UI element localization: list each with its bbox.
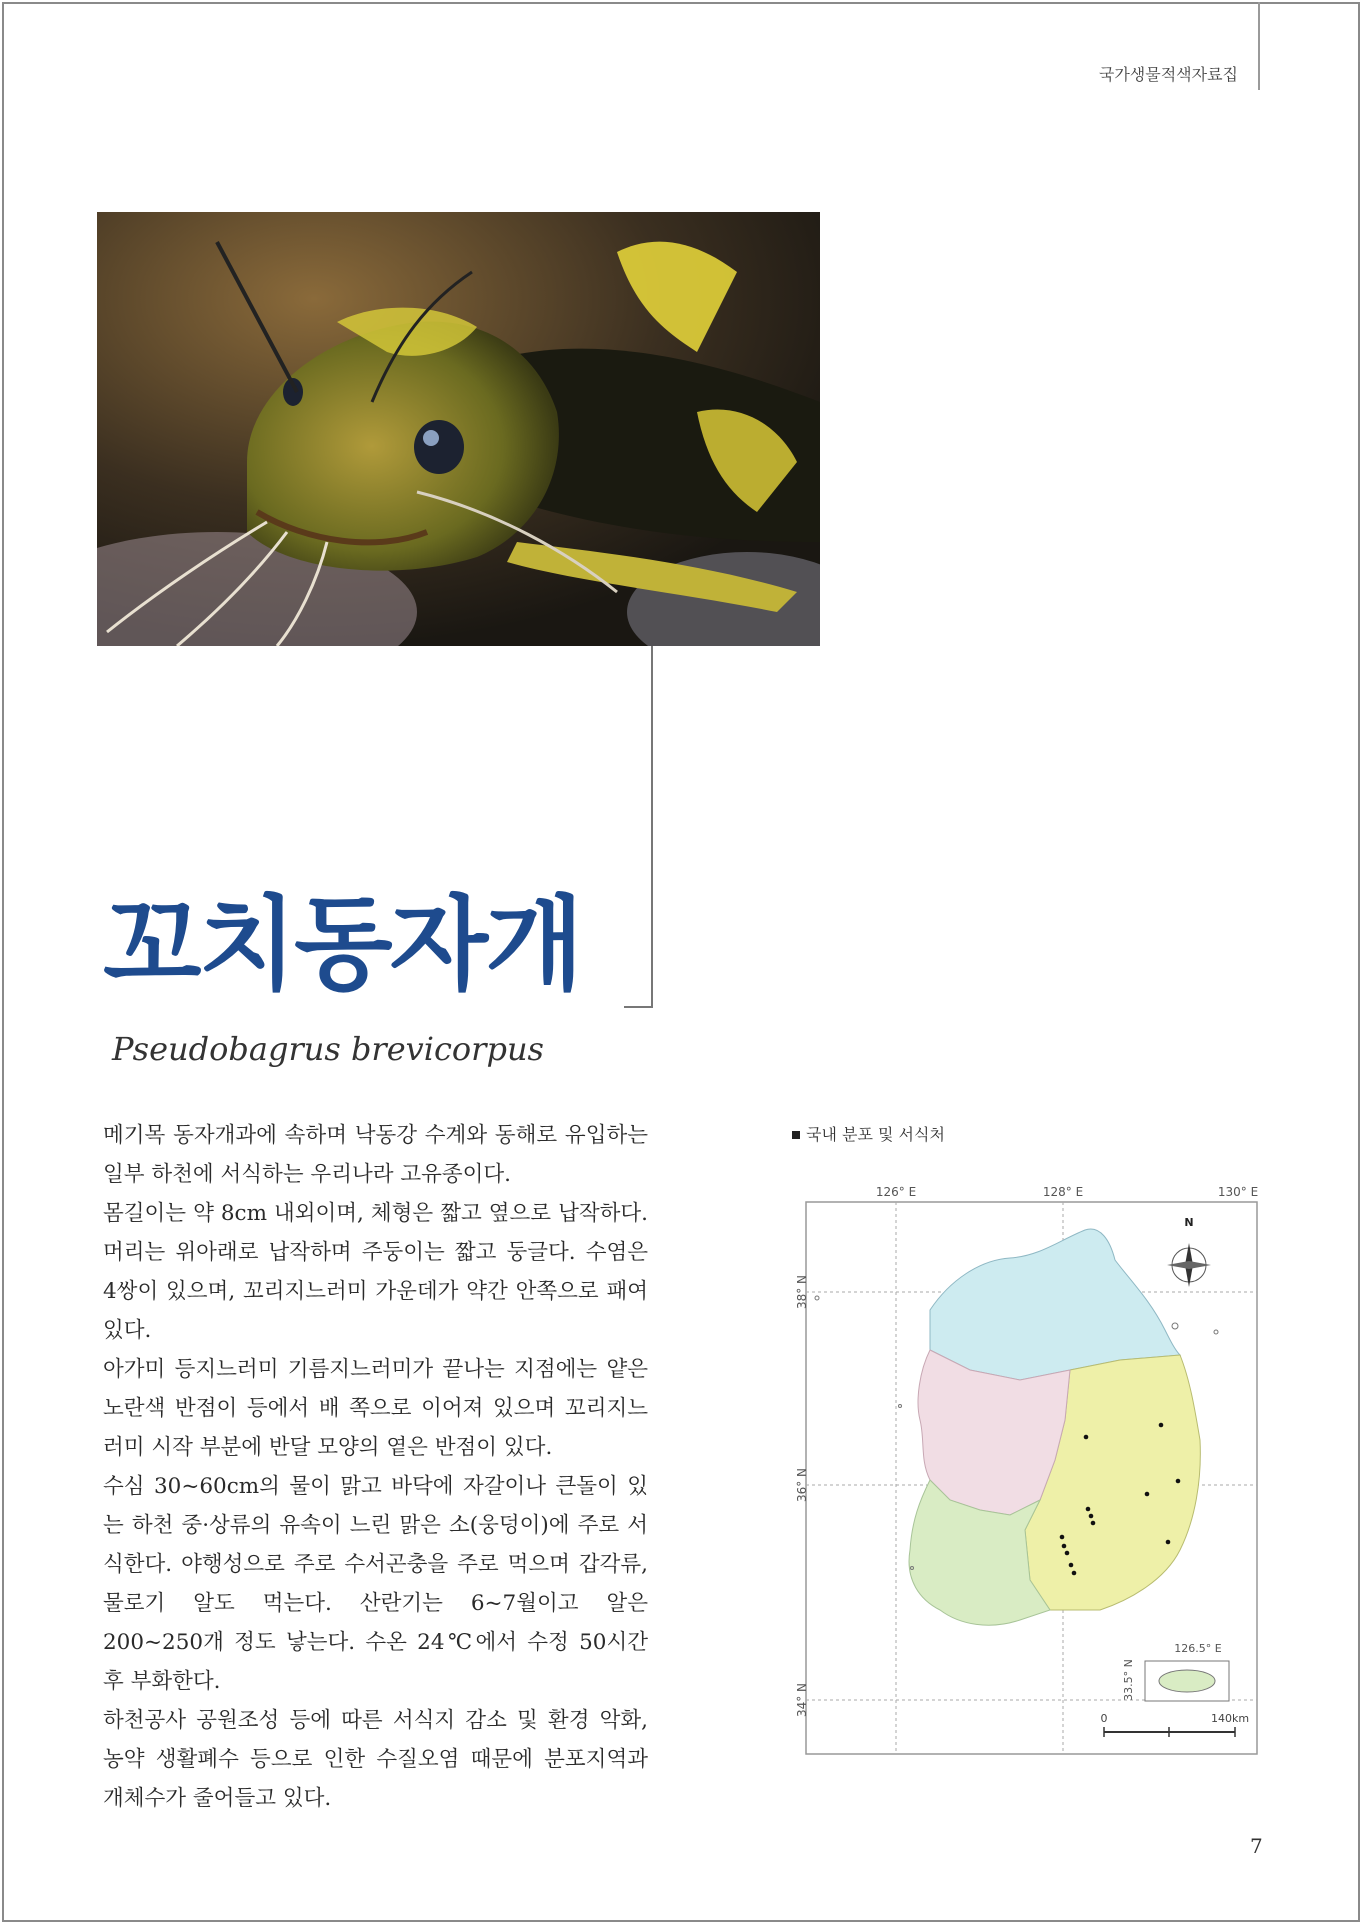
description-paragraph: 몸길이는 약 8cm 내외이며, 체형은 짧고 옆으로 납작하다. 머리는 위아래로 납작하며 주둥이는 짧고 둥글다. 수염은 4쌍이 있으며, 꼬리지느러미 가운데가 약간 안쪽으로 패여 있다. (103, 1201, 648, 1343)
distribution-map (770, 1180, 1270, 1760)
header-rule (1258, 2, 1260, 90)
lon-label: 128° E (1042, 1185, 1084, 1199)
lon-label: 130° E (1217, 1185, 1259, 1199)
description-paragraph: 메기목 동자개과에 속하며 낙동강 수계와 동해로 유입하는 일부 하천에 서식하는 우리나라 고유종이다. (103, 1123, 648, 1187)
decorative-horizontal-line (624, 1006, 653, 1008)
inset-lon-label: 126.5° E (1174, 1642, 1222, 1655)
scale-end-label: 140km (1210, 1712, 1250, 1725)
scale-start-label: 0 (1100, 1712, 1108, 1725)
description-paragraph: 하천공사 공원조성 등에 따른 서식지 감소 및 환경 악화, 농약 생활폐수 등으로 인한 수질오염 때문에 분포지역과 개체수가 줄어들고 있다. (103, 1708, 648, 1811)
description-paragraph: 아가미 등지느러미 기름지느러미가 끝나는 지점에는 얕은 노란색 반점이 등에서 배 쪽으로 이어져 있으며 꼬리지느러미 시작 부분에 반달 모양의 옅은 반점이 있다. (103, 1357, 648, 1460)
jeju-island (1159, 1670, 1215, 1692)
series-title: 국가생물적색자료집 (1098, 65, 1238, 84)
catfish-photo (97, 212, 820, 646)
inset-lat-label: 33.5° N (1122, 1659, 1135, 1701)
species-description (103, 1116, 648, 1818)
decorative-vertical-line (651, 646, 653, 1008)
lon-label: 126° E (875, 1185, 917, 1199)
lat-label: 34° N (795, 1682, 809, 1718)
map-caption (792, 1122, 945, 1145)
lat-label: 38° N (795, 1274, 809, 1310)
map-caption-text: 국내 분포 및 서식처 (806, 1125, 945, 1144)
species-korean-name: 꼬치동자개 (103, 886, 581, 1005)
description-paragraph: 수심 30~60cm의 물이 맑고 바닥에 자갈이나 큰돌이 있는 하천 중·상류의 유속이 느린 맑은 소(웅덩이)에 주로 서식한다. 야행성으로 주로 수서곤충을 주로 먹으며 갑각류, 물로기 알도 먹는다. 산란기는 6~7월이고 알은 200~250개 정도 낳는다. 수온 24℃에서 수정 50시간 후 부화한다. (103, 1474, 648, 1694)
compass-north-label: N (1184, 1216, 1194, 1229)
lat-label: 36° N (795, 1467, 809, 1503)
species-scientific-name: Pseudobagrus brevicorpus (112, 1030, 544, 1068)
page-number: 7 (1250, 1834, 1263, 1858)
square-bullet-icon (792, 1131, 800, 1139)
